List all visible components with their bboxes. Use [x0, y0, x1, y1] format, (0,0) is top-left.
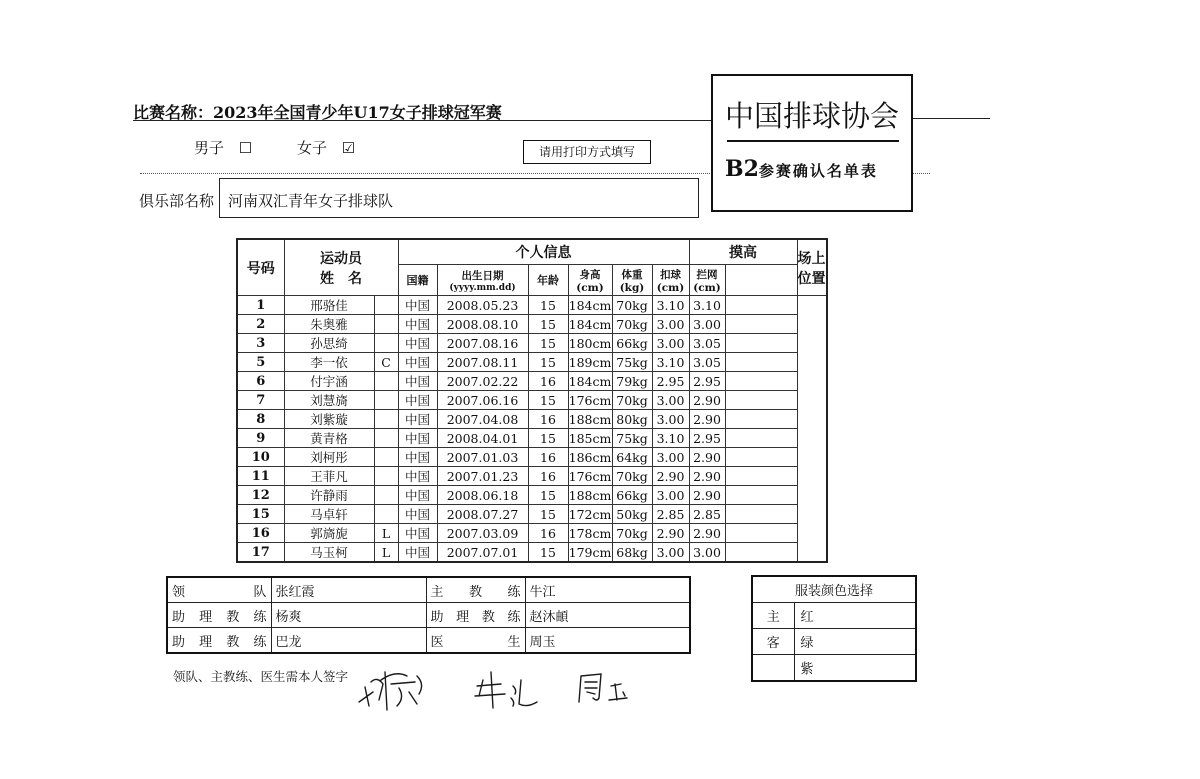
staff-name: 牛江 — [525, 577, 690, 603]
form-title-text: 参赛确认名单表 — [758, 162, 878, 180]
player-spike-reach: 3.10 — [652, 353, 689, 372]
kit-title: 服装颜色选择 — [752, 576, 916, 603]
player-number: 17 — [237, 543, 284, 563]
player-name: 刘慧旖 — [284, 391, 374, 410]
player-spike-reach: 3.00 — [652, 334, 689, 353]
player-number: 12 — [237, 486, 284, 505]
player-name: 付宇涵 — [284, 372, 374, 391]
female-label: 女子 — [297, 139, 328, 157]
org-name: 中国排球协会 — [724, 99, 899, 133]
player-dob: 2007.01.03 — [437, 448, 528, 467]
staff-table — [166, 576, 691, 654]
player-position — [725, 448, 797, 467]
player-block-reach: 2.90 — [689, 524, 725, 543]
player-position — [725, 296, 797, 315]
player-number: 15 — [237, 505, 284, 524]
player-spike-reach: 2.90 — [652, 524, 689, 543]
roster-row — [237, 505, 827, 524]
staff-name: 周玉 — [525, 628, 690, 654]
player-number: 10 — [237, 448, 284, 467]
roster-row — [237, 524, 827, 543]
player-age: 15 — [528, 353, 568, 372]
kit-label: 主 — [752, 603, 794, 629]
player-height: 185cm — [568, 430, 612, 446]
kit-color: 红 — [794, 603, 916, 629]
player-name: 黄青格 — [284, 429, 374, 448]
player-number: 16 — [237, 524, 284, 543]
staff-name: 赵沐頔 — [525, 603, 690, 628]
kit-title-row — [752, 576, 916, 603]
col-spike-1: 扣球 — [660, 268, 681, 281]
roster-row — [237, 543, 827, 563]
player-number: 5 — [237, 353, 284, 372]
col-weight-1: 体重 — [621, 268, 643, 281]
player-weight: 75kg — [612, 353, 652, 372]
player-name: 许静雨 — [284, 486, 374, 505]
player-weight: 70kg — [612, 467, 652, 486]
player-age: 15 — [528, 296, 568, 315]
player-role — [374, 486, 398, 505]
player-height: 176cm — [568, 468, 612, 484]
player-spike-reach: 3.00 — [652, 315, 689, 334]
kit-color: 紫 — [794, 655, 916, 682]
col-dob — [437, 265, 528, 296]
player-spike-reach: 3.00 — [652, 543, 689, 563]
player-age: 15 — [528, 505, 568, 524]
col-spike — [652, 265, 689, 296]
col-athlete-1: 运动员 — [320, 250, 362, 267]
player-height: 179cm — [568, 543, 612, 563]
col-age: 年龄 — [528, 265, 568, 296]
player-dob: 2007.08.11 — [437, 353, 528, 372]
player-age: 16 — [528, 410, 568, 429]
player-nationality: 中国 — [398, 410, 437, 429]
player-block-reach: 2.90 — [689, 467, 725, 486]
player-number: 9 — [237, 429, 284, 448]
staff-role: 助理教练 — [167, 628, 271, 654]
title-underline-right — [912, 118, 990, 119]
col-dob-1: 出生日期 — [461, 269, 504, 282]
col-block-1: 拦网 — [696, 268, 718, 281]
player-number: 6 — [237, 372, 284, 391]
player-name: 刘柯彤 — [284, 448, 374, 467]
player-height: 188cm — [568, 411, 612, 427]
player-age: 15 — [528, 486, 568, 505]
player-weight: 64kg — [612, 448, 652, 467]
player-block-reach: 2.90 — [689, 410, 725, 429]
player-role: L — [374, 543, 398, 563]
player-name: 马玉柯 — [284, 543, 374, 563]
col-position-1: 场上 — [797, 250, 826, 267]
player-nationality: 中国 — [398, 467, 437, 486]
staff-name: 张红霞 — [271, 577, 426, 603]
roster-row — [237, 353, 827, 372]
roster-row — [237, 372, 827, 391]
player-height: 184cm — [568, 373, 612, 389]
player-role — [374, 448, 398, 467]
col-number: 号码 — [237, 239, 284, 296]
player-height: 178cm — [568, 525, 612, 541]
player-position — [725, 315, 797, 334]
player-spike-reach: 3.10 — [652, 296, 689, 315]
staff-name: 杨爽 — [271, 603, 426, 628]
kit-row — [752, 655, 916, 682]
player-name: 马卓轩 — [284, 505, 374, 524]
col-height-2: (cm) — [576, 281, 604, 294]
kit-body — [752, 603, 916, 682]
player-weight: 80kg — [612, 410, 652, 429]
col-spike-2: (cm) — [656, 281, 685, 294]
player-block-reach: 2.95 — [689, 429, 725, 448]
player-position — [725, 429, 797, 448]
player-height: 176cm — [568, 392, 612, 408]
player-position — [725, 467, 797, 486]
kit-row — [752, 629, 916, 655]
player-age: 15 — [528, 334, 568, 353]
player-name: 孙思绮 — [284, 334, 374, 353]
player-block-reach: 3.05 — [689, 334, 725, 353]
player-spike-reach: 2.85 — [652, 505, 689, 524]
staff-name: 巴龙 — [271, 628, 426, 654]
player-height: 172cm — [568, 506, 612, 522]
player-spike-reach: 2.90 — [652, 467, 689, 486]
player-position — [725, 391, 797, 410]
gender-male — [194, 137, 252, 158]
header-row-1 — [237, 239, 827, 265]
player-age: 15 — [528, 543, 568, 563]
col-weight — [612, 265, 652, 296]
player-weight: 70kg — [612, 524, 652, 543]
player-height: 188cm — [568, 487, 612, 503]
player-age: 15 — [528, 429, 568, 448]
player-height: 180cm — [568, 335, 612, 351]
player-dob: 2007.01.23 — [437, 467, 528, 486]
player-position — [725, 505, 797, 524]
player-role — [374, 391, 398, 410]
kit-color-table — [751, 575, 917, 682]
player-number: 8 — [237, 410, 284, 429]
player-height: 189cm — [568, 354, 612, 370]
player-nationality: 中国 — [398, 429, 437, 448]
col-block-2: (cm) — [693, 281, 721, 294]
staff-role: 主教练 — [426, 577, 525, 603]
player-name: 朱奥雅 — [284, 315, 374, 334]
player-dob: 2008.04.01 — [437, 429, 528, 448]
signature-leader — [359, 672, 422, 710]
player-height: 186cm — [568, 449, 612, 465]
kit-color: 绿 — [794, 629, 916, 655]
dotted-divider-right — [912, 173, 930, 174]
player-number: 2 — [237, 315, 284, 334]
player-nationality: 中国 — [398, 391, 437, 410]
player-block-reach: 2.85 — [689, 505, 725, 524]
roster-row — [237, 467, 827, 486]
player-age: 15 — [528, 391, 568, 410]
col-height-1: 身高 — [579, 268, 601, 281]
player-height: 184cm — [568, 297, 612, 313]
player-nationality: 中国 — [398, 353, 437, 372]
player-spike-reach: 3.00 — [652, 486, 689, 505]
player-block-reach: 2.90 — [689, 391, 725, 410]
player-block-reach: 2.95 — [689, 372, 725, 391]
roster-row — [237, 448, 827, 467]
player-weight: 50kg — [612, 505, 652, 524]
player-role: C — [374, 353, 398, 372]
player-dob: 2007.06.16 — [437, 391, 528, 410]
player-position — [725, 353, 797, 372]
player-age: 16 — [528, 372, 568, 391]
player-nationality: 中国 — [398, 543, 437, 563]
form-code: B2 — [725, 156, 759, 182]
player-spike-reach: 3.10 — [652, 429, 689, 448]
col-athlete-2: 姓 名 — [320, 270, 362, 287]
player-position — [725, 524, 797, 543]
player-spike-reach: 3.00 — [652, 410, 689, 429]
female-checkbox: ☑ — [341, 139, 356, 157]
player-nationality: 中国 — [398, 448, 437, 467]
player-name: 李一依 — [284, 353, 374, 372]
col-athlete — [284, 239, 398, 296]
col-dob-2: (yyyy.mm.dd) — [449, 282, 516, 293]
player-age: 15 — [528, 315, 568, 334]
staff-row — [167, 577, 690, 603]
player-age: 16 — [528, 524, 568, 543]
player-dob: 2007.03.09 — [437, 524, 528, 543]
club-box — [219, 178, 699, 218]
player-position — [725, 543, 797, 563]
staff-role: 助理教练 — [426, 603, 525, 628]
staff-role: 医生 — [426, 628, 525, 654]
club-label: 俱乐部名称 — [139, 192, 215, 210]
player-block-reach: 3.00 — [689, 315, 725, 334]
club-name: 河南双汇青年女子排球队 — [228, 192, 394, 210]
player-spike-reach: 3.00 — [652, 448, 689, 467]
dotted-divider — [140, 173, 710, 174]
roster-row — [237, 429, 827, 448]
player-role — [374, 505, 398, 524]
col-weight-2: (kg) — [619, 281, 645, 294]
player-dob: 2007.08.16 — [437, 334, 528, 353]
player-role — [374, 334, 398, 353]
title-underline — [133, 120, 711, 121]
player-height: 184cm — [568, 316, 612, 332]
player-nationality: 中国 — [398, 315, 437, 334]
col-position — [797, 239, 827, 296]
player-number: 11 — [237, 467, 284, 486]
player-number: 1 — [237, 296, 284, 315]
player-block-reach: 2.90 — [689, 486, 725, 505]
kit-row — [752, 603, 916, 629]
player-spike-reach: 3.00 — [652, 391, 689, 410]
roster-row — [237, 410, 827, 429]
signature-note: 领队、主教练、医生需本人签字 — [173, 669, 349, 684]
handwritten-signatures — [355, 662, 655, 717]
roster-row — [237, 391, 827, 410]
kit-label: 客 — [752, 629, 794, 655]
player-nationality: 中国 — [398, 524, 437, 543]
player-position — [725, 410, 797, 429]
player-role — [374, 296, 398, 315]
roster-row — [237, 315, 827, 334]
gender-female — [297, 137, 355, 158]
player-nationality: 中国 — [398, 372, 437, 391]
player-role — [374, 467, 398, 486]
player-dob: 2008.08.10 — [437, 315, 528, 334]
player-nationality: 中国 — [398, 505, 437, 524]
roster-row — [237, 296, 827, 315]
player-dob: 2008.05.23 — [437, 296, 528, 315]
player-weight: 70kg — [612, 315, 652, 334]
player-role — [374, 315, 398, 334]
player-block-reach: 2.90 — [689, 448, 725, 467]
player-block-reach: 3.10 — [689, 296, 725, 315]
col-personal: 个人信息 — [398, 239, 689, 265]
player-spike-reach: 2.95 — [652, 372, 689, 391]
player-age: 16 — [528, 448, 568, 467]
print-hint: 请用打印方式填写 — [523, 140, 651, 164]
player-dob: 2007.04.08 — [437, 410, 528, 429]
player-role — [374, 372, 398, 391]
player-nationality: 中国 — [398, 334, 437, 353]
player-nationality: 中国 — [398, 486, 437, 505]
roster-row — [237, 486, 827, 505]
staff-role: 助理教练 — [167, 603, 271, 628]
col-height — [568, 265, 612, 296]
player-weight: 66kg — [612, 334, 652, 353]
roster-body — [237, 296, 827, 563]
player-dob: 2007.02.22 — [437, 372, 528, 391]
player-dob: 2007.07.01 — [437, 543, 528, 563]
roster-row — [237, 334, 827, 353]
player-role — [374, 429, 398, 448]
col-nationality: 国籍 — [398, 265, 437, 296]
player-weight: 66kg — [612, 486, 652, 505]
player-dob: 2008.06.18 — [437, 486, 528, 505]
player-role: L — [374, 524, 398, 543]
player-block-reach: 3.05 — [689, 353, 725, 372]
player-name: 王菲凡 — [284, 467, 374, 486]
col-block — [689, 265, 725, 296]
male-label: 男子 — [194, 139, 225, 157]
player-number: 7 — [237, 391, 284, 410]
event-name: 比赛名称：2023年全国青少年U17女子排球冠军赛 — [133, 103, 502, 122]
roster-table — [236, 238, 828, 563]
player-dob: 2008.07.27 — [437, 505, 528, 524]
player-block-reach: 3.00 — [689, 543, 725, 563]
player-weight: 70kg — [612, 391, 652, 410]
player-name: 刘紫璇 — [284, 410, 374, 429]
male-checkbox: ☐ — [238, 139, 253, 157]
player-role — [374, 410, 398, 429]
org-box — [711, 74, 913, 212]
col-position-2: 位置 — [797, 270, 826, 287]
player-position — [725, 486, 797, 505]
org-rule — [727, 140, 899, 142]
staff-row — [167, 603, 690, 628]
player-weight: 70kg — [612, 296, 652, 315]
player-weight: 68kg — [612, 543, 652, 563]
staff-body — [167, 577, 690, 653]
player-weight: 79kg — [612, 372, 652, 391]
staff-role: 领队 — [167, 577, 271, 603]
signature-doctor — [579, 674, 627, 702]
player-age: 16 — [528, 467, 568, 486]
signature-coach — [475, 672, 537, 708]
player-name: 郭旖旎 — [284, 524, 374, 543]
player-name: 邢骆佳 — [284, 296, 374, 315]
col-reach: 摸高 — [689, 239, 797, 265]
player-nationality: 中国 — [398, 296, 437, 315]
form-title — [725, 156, 878, 182]
staff-row — [167, 628, 690, 654]
player-position — [725, 372, 797, 391]
kit-label — [752, 655, 794, 682]
player-weight: 75kg — [612, 429, 652, 448]
player-position — [725, 334, 797, 353]
player-number: 3 — [237, 334, 284, 353]
